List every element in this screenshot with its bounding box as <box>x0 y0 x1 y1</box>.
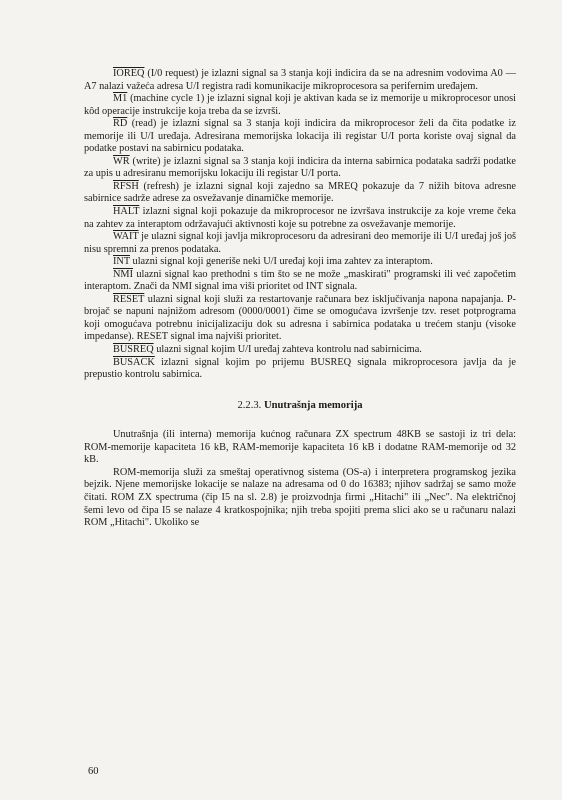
signal-name: $\overline{WR}$ <box>113 155 130 167</box>
signal-description: (refresh) je izlazni signal koji zajedno sa MREQ pokazuje da 7 nižih bitova adresne sabirnice sadrže adrese za osvežavanje dinamičke memorije. <box>84 180 516 205</box>
signal-paragraph-int <box>84 256 516 269</box>
signal-description: (read) je izlazni signal sa 3 stanja koji indicira da mikroprocesor želi da čita podatke iz memorije ili U/I uređaja. Adresirana memorijska lokacija ili registar U/I porta koriste ovaj signal da podatke postavi na sabirnicu podataka. <box>84 118 516 155</box>
section-number: 2.2.3. <box>237 399 262 411</box>
signal-description: je ulazni signal koji javlja mikroprocesoru da adresirani deo memorije ili U/I uređaj još još nisu spremni za prenos podataka. <box>84 231 516 255</box>
signal-paragraph-ioreq <box>84 68 516 93</box>
signal-description: izlazni signal kojim po prijemu BUSREQ signala mikroprocesora javlja da je prepustio kontrolu sabirnica. <box>84 356 516 381</box>
signal-name: M1 <box>113 93 128 105</box>
signal-name: WAIT <box>113 231 139 243</box>
signal-paragraph-busreq <box>84 344 516 357</box>
page-number: 60 <box>88 766 99 777</box>
signal-name: BUSACK <box>113 356 155 368</box>
signal-description: ulazni signal koji služi za restartovanje računara bez isključivanja napona napajanja. P-brojač se napuni najnižom adresom (0000/0001) čime se omogućava izvršenje tzv. reset potprograma koji omogućava potrebnu inicijalizaciju dok su adresna i sabirnica podataka u trećem stanju (visoke impedanse). RESET signal ima najviši prioritet. <box>84 293 516 343</box>
signal-description: (I/0 request) je izlazni signal sa 3 stanja koji indicira da se na adresnim vodovima A0 — A7 nalazi važeća adresa U/I registra radi komunikacije mikroprocesora sa perifernim uređajem. <box>84 68 516 92</box>
signal-name: IOREQ <box>113 68 145 79</box>
signal-paragraph-wr <box>84 156 516 181</box>
signal-description: ulazni signal kao prethodni s tim što se ne može „maskirati" programski ili već započetim interaptom. Znači da NMI signal ima viši prioritet od INT signala. <box>84 268 516 293</box>
signal-description: ulazni signal kojim U/I uređaj zahteva kontrolu nad sabirnicima. <box>153 344 422 356</box>
signal-description: ulazni signal koji generiše neki U/I uređaj koji ima zahtev za interaptom. <box>129 256 433 268</box>
body-paragraph: Unutrašnja (ili interna) memorija kućnog računara ZX spectrum 48KB se sastoji iz tri dela: ROM-memorije kapaciteta 16 kB, RAM-memorije kapaciteta 16 kB i dodatne RAM-memorije od 32 kB. <box>84 429 516 466</box>
signal-paragraph-rfsh <box>84 181 516 206</box>
signal-name: $\overline{RD}$ <box>113 118 128 130</box>
signal-name: HALT <box>113 206 140 218</box>
signal-name: BUSREQ <box>113 344 154 356</box>
signal-name: $\overline{NMI}$ <box>113 268 134 280</box>
signal-paragraph-busack <box>84 357 516 382</box>
signal-paragraph-reset <box>84 294 516 344</box>
section-title: Unutrašnja memorija <box>263 399 363 411</box>
body-paragraph: ROM-memorija služi za smeštaj operativnog sistema (OS-a) i interpretera programskog jezika bejzik. Njene memorijske lokacije se nalaze na adresama od 0 do 16383; njihov sadržaj se samo može čitati. ROM ZX spectruma (čip I5 na sl. 2.8) je proizvodnja firmi „Hitachi" ili „Nec". Na električnoj šemi levo od čipa I5 se nalaze 4 kratkospojnika; njih treba spojiti prema slici ako se u računaru nalazi ROM „Hitachi". Ukoliko se <box>84 466 516 529</box>
signal-paragraph-nmi <box>84 269 516 294</box>
signal-paragraph-halt <box>84 206 516 231</box>
signal-description: (write) je izlazni signal sa 3 stanja koji indicira da interna sabirnica podataka sadrži podatke za upis u adresiranu memorijsku lokaciju ili registar U/I porta. <box>84 155 516 180</box>
signal-paragraph-m1 <box>84 93 516 118</box>
signal-paragraph-rd <box>84 118 516 156</box>
signal-description: izlazni signal koji pokazuje da mikroprocesor ne izvršava instrukcije za koje vreme čeka na zahtev za interaptom održavajući aktivnosti koje su potrebne za osvežavanje memorije. <box>84 206 516 230</box>
signal-description: (machine cycle 1) je izlazni signal koji je aktivan kada se iz memorije u mikroprocesor unosi kôd operacije instrukcije koja treba da se izvrši. <box>84 93 516 117</box>
signal-name: $\overline{INT}$ <box>113 256 130 268</box>
signal-name: RFSH <box>113 180 139 192</box>
signal-paragraph-wait <box>84 231 516 256</box>
text-column <box>84 68 516 530</box>
section-heading <box>84 400 516 413</box>
signal-name: RESET <box>113 293 145 305</box>
